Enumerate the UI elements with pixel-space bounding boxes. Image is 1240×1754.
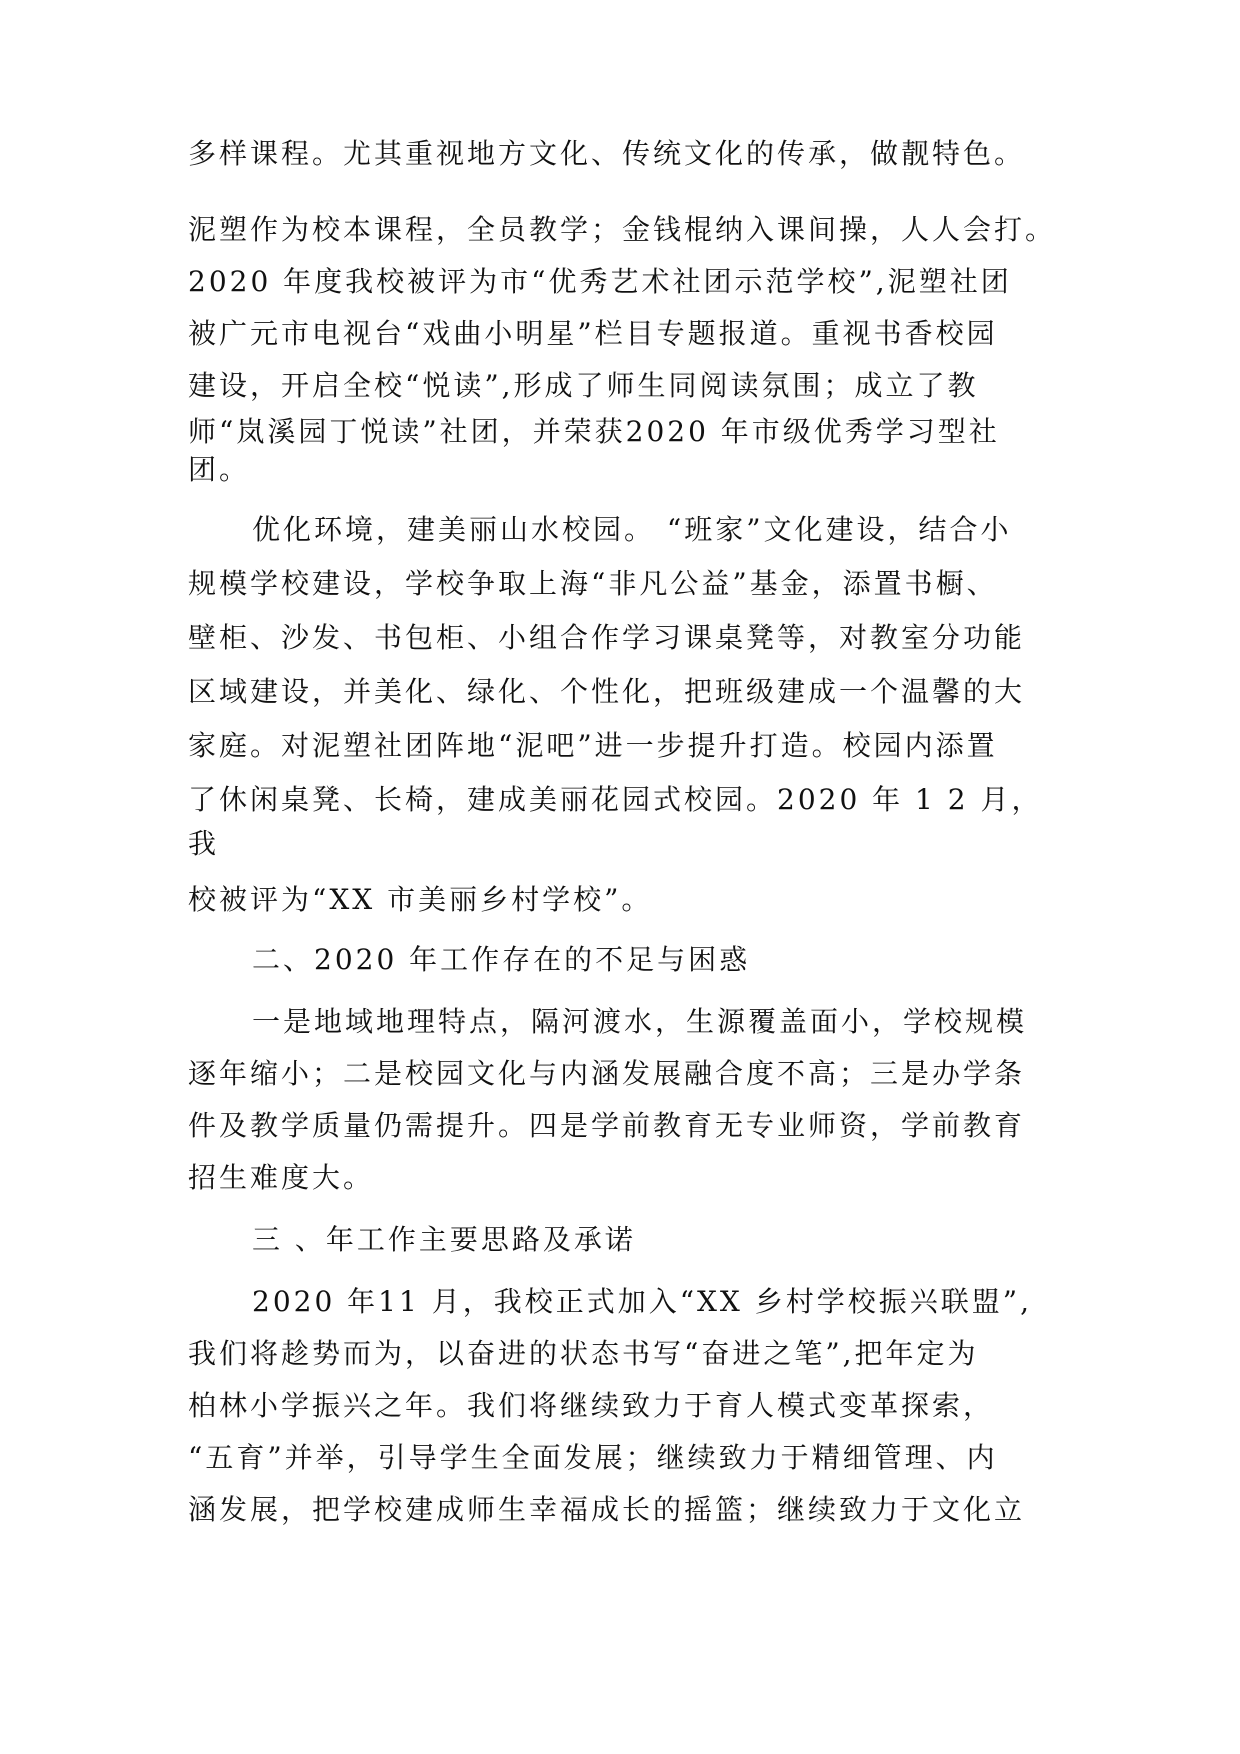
paragraph-line: 我 (188, 827, 220, 860)
paragraph-line: 被广元市电视台“戏曲小明星”栏目专题报道。重视书香校园 (188, 317, 998, 350)
paragraph-line: 涵发展，把学校建成师生幸福成长的摇篮；继续致力于文化立 (188, 1493, 1026, 1526)
paragraph-line: 2020 年11 月，我校正式加入“XX 乡村学校振兴联盟”, (252, 1285, 1032, 1318)
paragraph-line: 逐年缩小；二是校园文化与内涵发展融合度不高；三是办学条 (188, 1057, 1026, 1090)
paragraph-line: 2020 年度我校被评为市“优秀艺术社团示范学校”,泥塑社团 (188, 265, 1012, 298)
paragraph-line: 一是地域地理特点，隔河渡水，生源覆盖面小，学校规模 (252, 1005, 1028, 1038)
paragraph-line: 招生难度大。 (188, 1161, 375, 1194)
paragraph-line: 了休闲桌凳、长椅，建成美丽花园式校园。2020 年 1 2 月， (188, 783, 1043, 816)
paragraph-line: 件及教学质量仍需提升。四是学前教育无专业师资，学前教育 (188, 1109, 1026, 1142)
paragraph-line: 规模学校建设，学校争取上海“非凡公益”基金，添置书橱、 (188, 567, 998, 600)
paragraph-line: 优化环境，建美丽山水校园。 “班家”文化建设，结合小 (252, 513, 1012, 546)
paragraph-line: 柏林小学振兴之年。我们将继续致力于育人模式变革探索， (188, 1389, 995, 1422)
paragraph-line: 家庭。对泥塑社团阵地“泥吧”进一步提升打造。校园内添置 (188, 729, 998, 762)
paragraph-line: 区域建设，并美化、绿化、个性化，把班级建成一个温馨的大 (188, 675, 1026, 708)
paragraph-line: 泥塑作为校本课程，全员教学；金钱棍纳入课间操，人人会打。 (188, 213, 1057, 246)
paragraph-line: 我们将趁势而为，以奋进的状态书写“奋进之笔”,把年定为 (188, 1337, 979, 1370)
paragraph-line: 师“岚溪园丁悦读”社团，并荣获2020 年市级优秀学习型社 (188, 415, 1000, 448)
paragraph-line: 壁柜、沙发、书包柜、小组合作学习课桌凳等，对教室分功能 (188, 621, 1026, 654)
paragraph-line: 建设，开启全校“悦读”,形成了师生同阅读氛围；成立了教 (188, 369, 979, 402)
paragraph-line: “五育”并举，引导学生全面发展；继续致力于精细管理、内 (188, 1441, 998, 1474)
paragraph-line: 校被评为“XX 市美丽乡村学校”。 (188, 883, 653, 916)
section-heading: 二、2020 年工作存在的不足与困惑 (252, 943, 751, 976)
paragraph-line: 团。 (188, 453, 251, 486)
paragraph-line: 多样课程。尤其重视地方文化、传统文化的传承，做靓特色。 (188, 137, 1026, 170)
section-heading: 三 、年工作主要思路及承诺 (252, 1223, 636, 1256)
